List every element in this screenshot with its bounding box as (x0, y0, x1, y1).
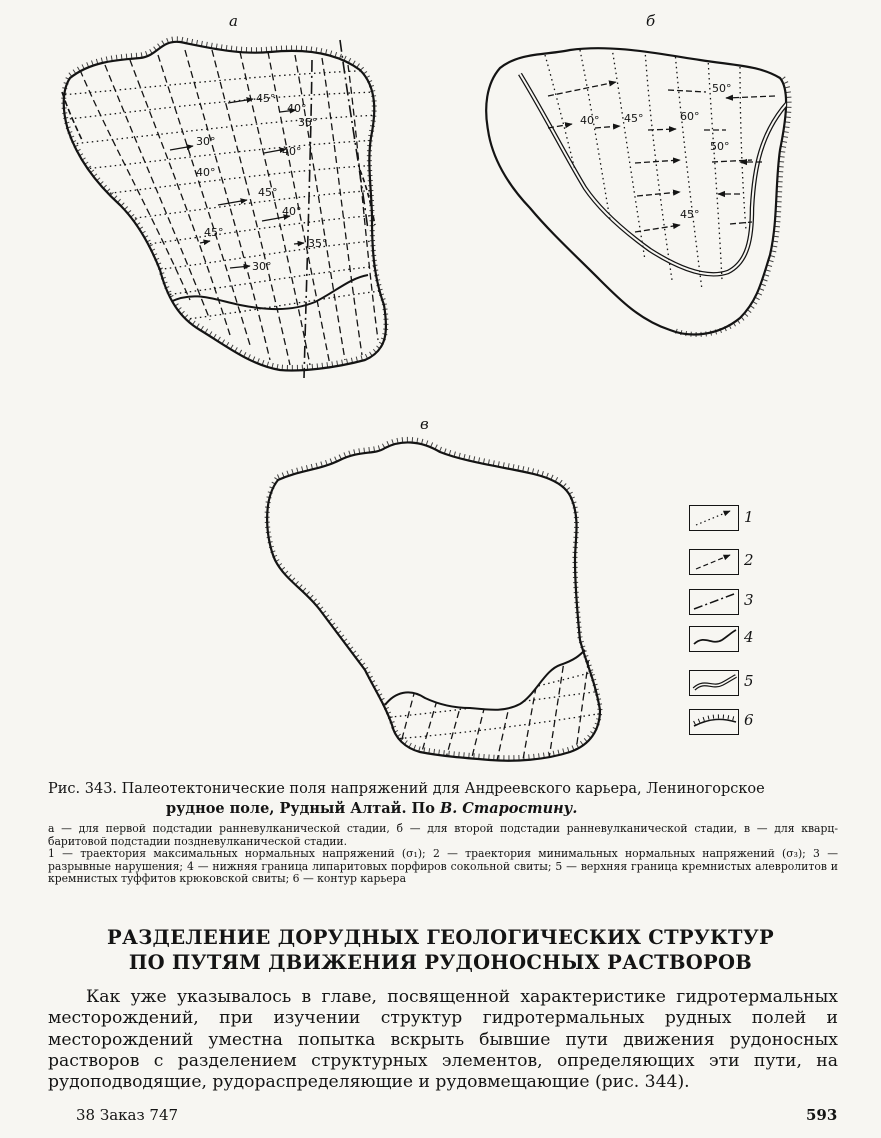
angle-label: 40° (282, 145, 302, 158)
angle-label: 30° (252, 260, 272, 273)
angle-label: 40° (196, 166, 216, 179)
legend-number-5: 5 (744, 672, 754, 690)
legend-number-3: 3 (744, 591, 754, 609)
panel-a-map (60, 39, 390, 378)
angle-label: 50° (712, 82, 732, 95)
angle-label: 45° (258, 186, 278, 199)
caption-title-line2-text: рудное поле, Рудный Алтай. По (166, 800, 440, 817)
angle-label: 45° (680, 208, 700, 221)
figure-caption-title (48, 779, 838, 819)
section-title-line1: РАЗДЕЛЕНИЕ ДОРУДНЫХ ГЕОЛОГИЧЕСКИХ СТРУКТУР (107, 926, 774, 949)
legend-box-3 (689, 589, 739, 615)
panel-label-a: а (229, 12, 238, 30)
legend-box-1 (689, 505, 739, 531)
angle-label: 45° (624, 112, 644, 125)
angle-label: 45° (204, 226, 224, 239)
angle-label: 50° (710, 140, 730, 153)
caption-author: В. Старостину. (439, 800, 578, 817)
angle-label: 40° (580, 114, 600, 127)
panel-label-v: в (420, 415, 429, 433)
angle-label: 40° (282, 205, 302, 218)
angle-label: 30° (196, 135, 216, 148)
angle-label: 35° (298, 116, 318, 129)
legend-number-2: 2 (744, 551, 754, 569)
printer-signature: 38 Заказ 747 (76, 1106, 179, 1124)
legend-box-2 (689, 549, 739, 575)
caption-panels: а — для первой подстадии ранневулканической стадии, б — для второй подстадии ранневулканической стадии, в — для кварц-баритовой подстадии поздневулканической стадии. (48, 822, 838, 848)
panel-b-map (486, 48, 790, 334)
legend-number-4: 4 (744, 628, 754, 646)
angle-label: 45° (256, 92, 276, 105)
legend-box-5 (689, 670, 739, 696)
legend-box-6 (689, 709, 739, 735)
angle-label: 35° (308, 237, 328, 250)
legend-number-6: 6 (744, 711, 754, 729)
legend-number-1: 1 (744, 508, 754, 526)
legend-box-4 (689, 626, 739, 652)
section-title-line2: ПО ПУТЯМ ДВИЖЕНИЯ РУДОНОСНЫХ РАСТВОРОВ (128, 951, 753, 974)
angle-label: 60° (680, 110, 700, 123)
angle-label: 40° (287, 102, 307, 115)
caption-legend: 1 — траектория максимальных нормальных напряжений (σ₁); 2 — траектория минимальных нормальных напряжений (σ₃); 3 — разрывные нарушения; 4 — нижняя граница липаритовых порфиров сокольной свиты; 5 — верхняя граница кремнистых алевролитов и кремнистых туффитов крюковской свиты; 6 — контур карьера (48, 847, 838, 886)
page-number: 593 (806, 1106, 838, 1124)
panel-v-map (267, 439, 610, 765)
caption-title-line1: Рис. 343. Палеотектонические поля напряжений для Андреевского карьера, Лениногорское (48, 781, 765, 797)
body-paragraph (48, 987, 838, 1093)
panel-label-b: б (646, 12, 656, 30)
caption-title-line2 (48, 799, 838, 819)
paragraph-text: Как уже указывалось в главе, посвященной характеристике гидротермальных месторождений, при изучении структур гидротермальных рудных полей и месторождений уместна попытка вскрыть бывшие пути движения рудоносных растворов с разделением структурных элементов, определяющих эти пути, на рудоподводящие, рудораспределяющие и рудовмещающие (рис. 344). (48, 987, 838, 1093)
figure-caption-details (48, 823, 838, 886)
